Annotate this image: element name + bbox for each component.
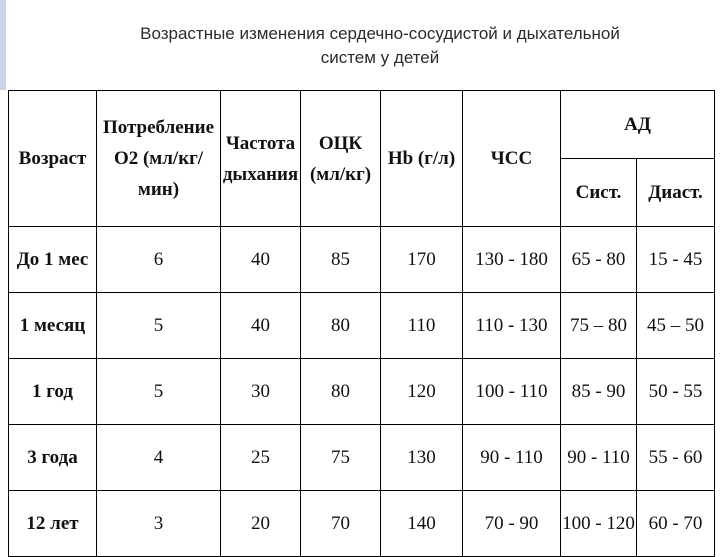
header-systolic: Сист. (561, 159, 637, 227)
cell-resp: 40 (221, 227, 301, 293)
cell-ock: 80 (301, 359, 381, 425)
cell-dia: 55 - 60 (637, 425, 715, 491)
cell-age: 3 года (9, 425, 97, 491)
cell-dia: 15 - 45 (637, 227, 715, 293)
cell-o2: 6 (97, 227, 221, 293)
cell-dia: 45 – 50 (637, 293, 715, 359)
cell-dia: 50 - 55 (637, 359, 715, 425)
cell-hr: 110 - 130 (463, 293, 561, 359)
cell-hr: 70 - 90 (463, 491, 561, 557)
header-hemoglobin: Hb (г/л) (381, 91, 463, 227)
header-age: Возраст (9, 91, 97, 227)
cell-ock: 75 (301, 425, 381, 491)
cell-age: До 1 мес (9, 227, 97, 293)
cell-o2: 5 (97, 359, 221, 425)
table-row (9, 425, 715, 491)
cell-ock: 80 (301, 293, 381, 359)
cell-hb: 120 (381, 359, 463, 425)
table-row (9, 491, 715, 557)
table-row (9, 293, 715, 359)
cell-ock: 85 (301, 227, 381, 293)
cell-resp: 30 (221, 359, 301, 425)
slide-title-line1: Возрастные изменения сердечно-сосудистой и дыхательной (140, 24, 620, 43)
cell-hr: 90 - 110 (463, 425, 561, 491)
cell-resp: 20 (221, 491, 301, 557)
header-o2-consumption: Потребление O2 (мл/кг/мин) (97, 91, 221, 227)
cell-sys: 90 - 110 (561, 425, 637, 491)
header-blood-pressure: АД (561, 91, 715, 159)
cell-o2: 3 (97, 491, 221, 557)
age-changes-table (8, 90, 715, 557)
slide-title (40, 22, 720, 70)
slide-accent-bar (0, 0, 6, 90)
cell-resp: 40 (221, 293, 301, 359)
cell-o2: 4 (97, 425, 221, 491)
cell-sys: 75 – 80 (561, 293, 637, 359)
slide-title-line2: систем у детей (320, 48, 440, 67)
cell-sys: 100 - 120 (561, 491, 637, 557)
cell-o2: 5 (97, 293, 221, 359)
cell-hr: 130 - 180 (463, 227, 561, 293)
cell-hb: 140 (381, 491, 463, 557)
cell-hb: 170 (381, 227, 463, 293)
cell-age: 12 лет (9, 491, 97, 557)
cell-age: 1 месяц (9, 293, 97, 359)
cell-hr: 100 - 110 (463, 359, 561, 425)
header-diastolic: Диаст. (637, 159, 715, 227)
cell-hb: 130 (381, 425, 463, 491)
header-heart-rate: ЧСС (463, 91, 561, 227)
header-blood-volume: ОЦК (мл/кг) (301, 91, 381, 227)
cell-ock: 70 (301, 491, 381, 557)
cell-sys: 65 - 80 (561, 227, 637, 293)
table-row (9, 359, 715, 425)
cell-sys: 85 - 90 (561, 359, 637, 425)
cell-hb: 110 (381, 293, 463, 359)
cell-age: 1 год (9, 359, 97, 425)
cell-dia: 60 - 70 (637, 491, 715, 557)
header-respiratory-rate: Частота дыхания (221, 91, 301, 227)
table-row (9, 227, 715, 293)
cell-resp: 25 (221, 425, 301, 491)
